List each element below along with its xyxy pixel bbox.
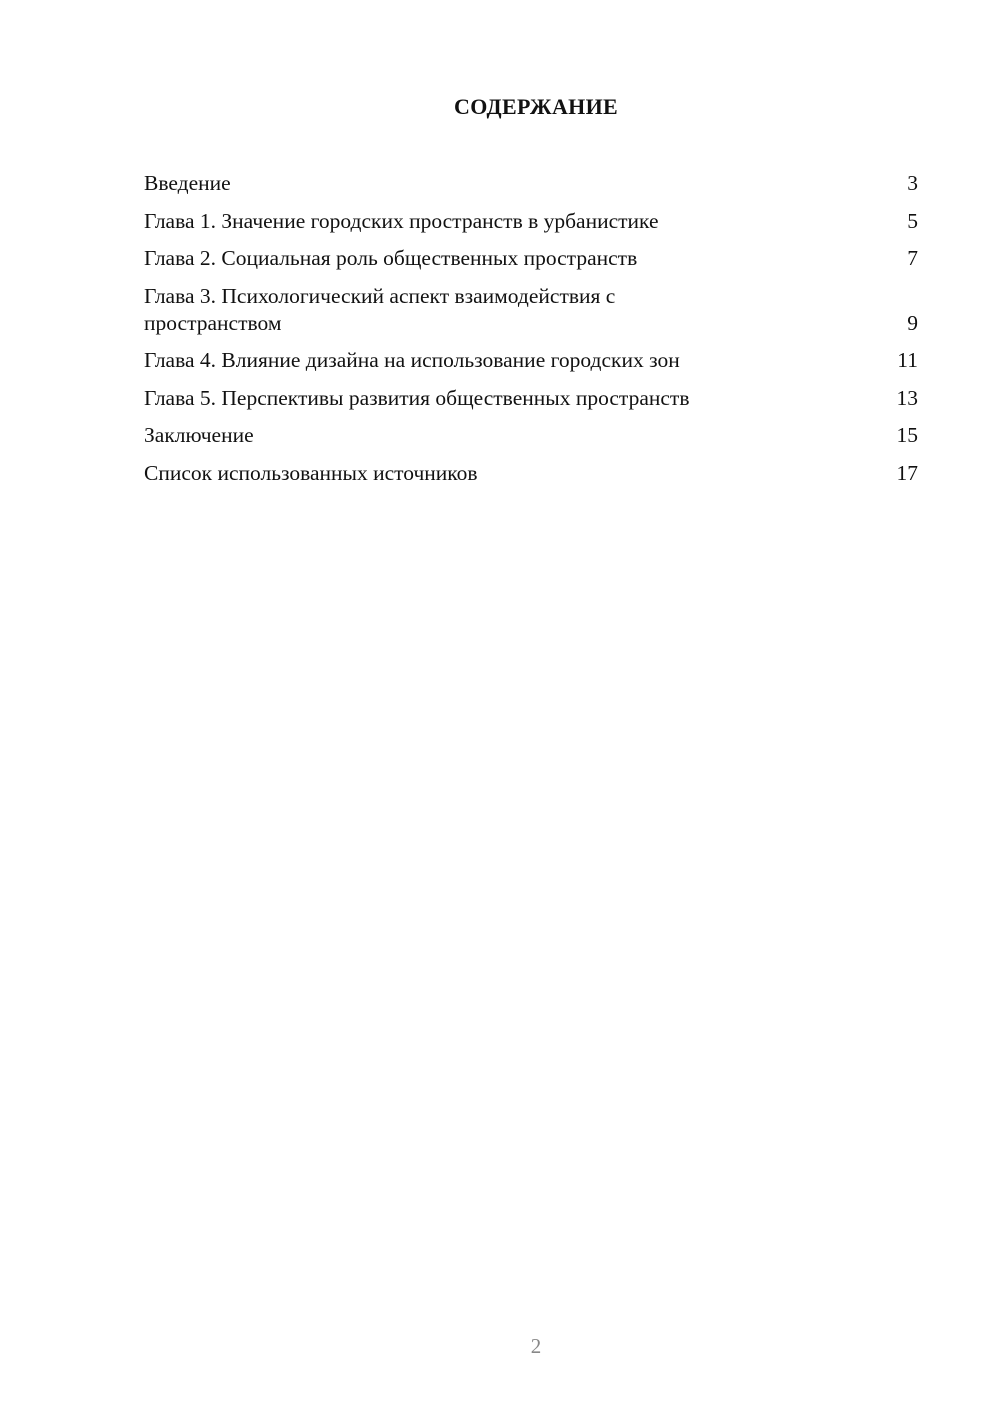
toc-entry-label: Список использованных источников [144, 460, 478, 485]
toc-entry-conclusion [144, 422, 918, 449]
toc-entry-page: 13 [896, 385, 918, 410]
toc-entry-page: 3 [907, 171, 918, 195]
toc-entry-page: 9 [907, 310, 918, 335]
toc-entry-references [144, 460, 918, 487]
toc-entry-label: Глава 4. Влияние дизайна на использование городских зон [144, 348, 680, 372]
toc-entry-chapter-3 [144, 283, 918, 337]
toc-entry-chapter-2 [144, 245, 918, 272]
page-number: 2 [530, 1334, 542, 1358]
toc-heading: СОДЕРЖАНИЕ [454, 94, 618, 119]
toc-entry-page: 15 [896, 423, 918, 447]
toc-entry-page: 7 [907, 246, 918, 270]
toc-entry-label: Заключение [144, 423, 254, 447]
toc-entry-page: 17 [896, 460, 918, 485]
toc-entry-page: 11 [897, 348, 918, 372]
toc-entry-label: Глава 5. Перспективы развития общественных пространств [144, 385, 690, 410]
toc-entry-chapter-1 [144, 208, 918, 235]
toc-entry-label: Глава 3. Психологический аспект взаимодействия с пространством [144, 283, 616, 335]
toc-entry-label: Глава 1. Значение городских пространств в урбанистике [144, 208, 659, 233]
toc-entry-label: Введение [144, 171, 231, 195]
toc-entry-page: 5 [907, 208, 918, 233]
toc-entry-label: Глава 2. Социальная роль общественных пространств [144, 246, 638, 270]
toc-entry-chapter-5 [144, 385, 918, 412]
table-of-contents [144, 170, 918, 497]
toc-entry-chapter-4 [144, 347, 918, 374]
toc-entry-introduction [144, 170, 918, 197]
